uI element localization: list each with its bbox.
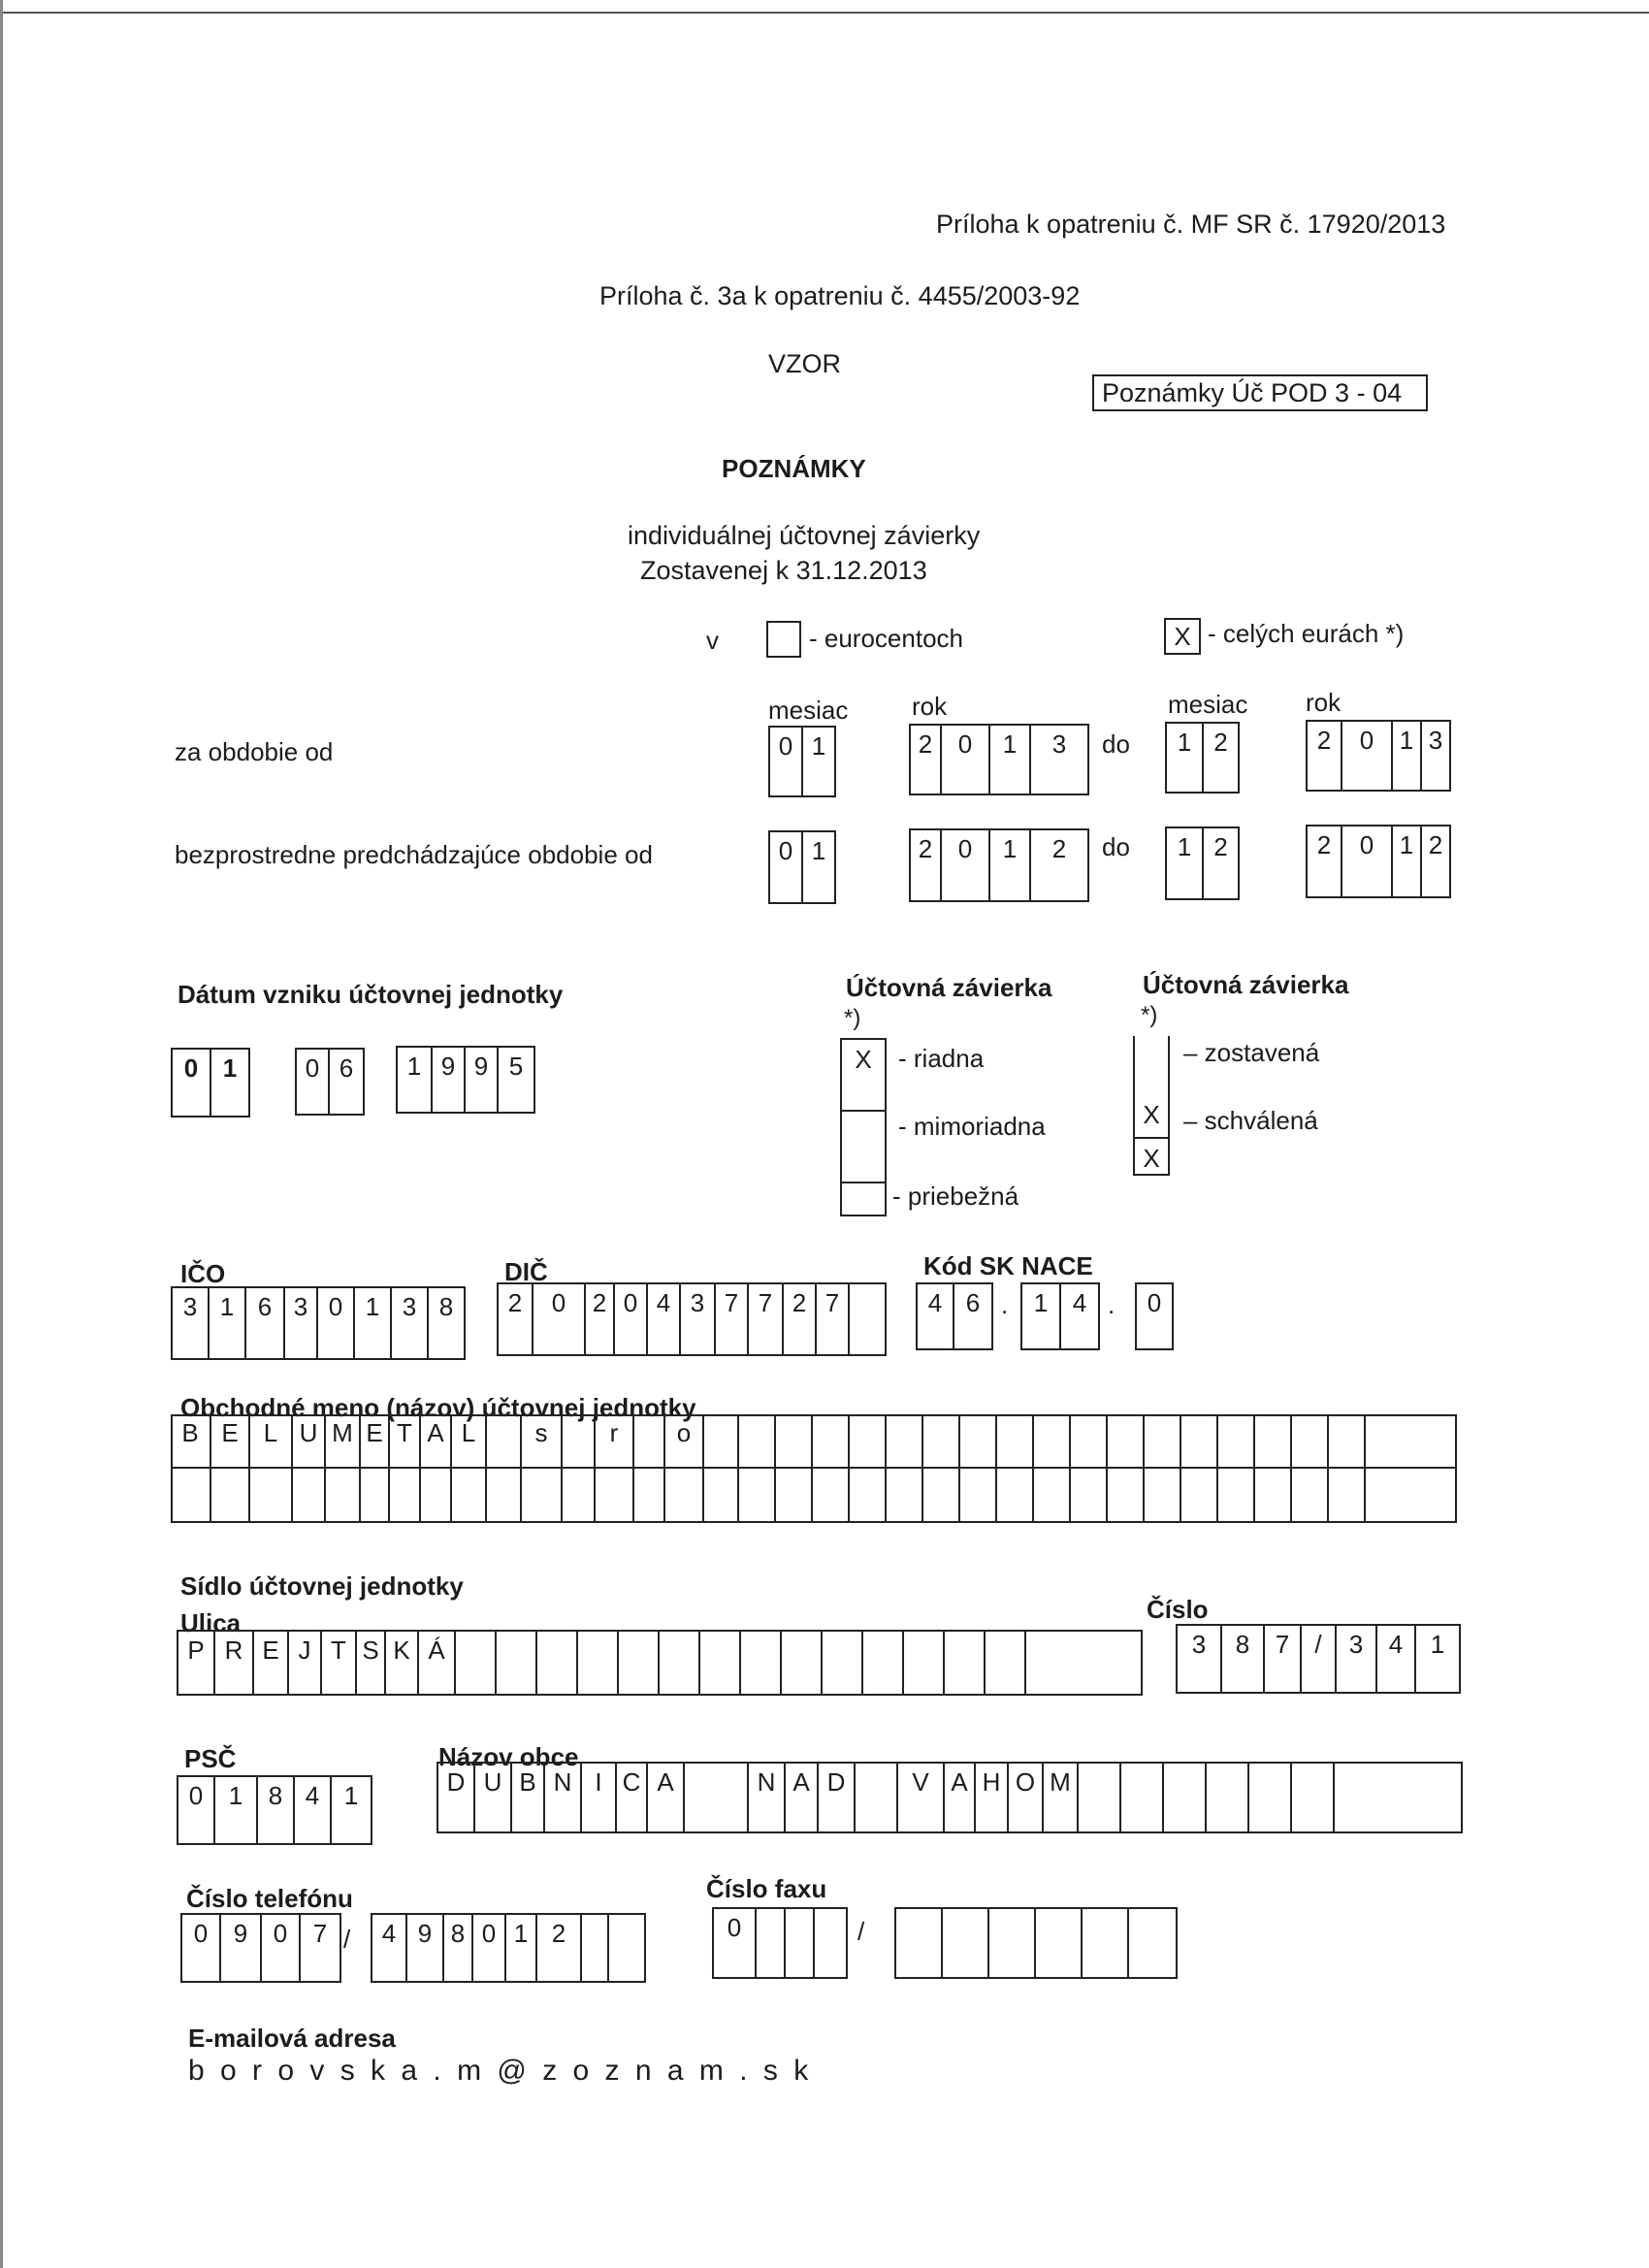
- char-cell: [960, 1414, 997, 1469]
- digit-cell: 6: [965, 1288, 981, 1317]
- char-cell: [361, 1467, 390, 1523]
- digit-cell: 0: [297, 1050, 330, 1114]
- char-cell: [850, 1414, 887, 1469]
- digit-cell: 2: [537, 1915, 582, 1981]
- digit-cell: 1: [215, 1777, 258, 1843]
- nace-part-1[interactable]: [916, 1282, 993, 1350]
- current-from-month[interactable]: [768, 726, 836, 797]
- digit-cell: 3: [1428, 726, 1443, 755]
- char-cell: [1292, 1764, 1335, 1831]
- statement-state-column: [1133, 1036, 1170, 1176]
- char-cell: [1255, 1414, 1292, 1469]
- founding-date-label: Dátum vzniku účtovnej jednotky: [178, 980, 564, 1009]
- founding-month[interactable]: [295, 1048, 365, 1116]
- digit-cell: [609, 1915, 644, 1981]
- month-label-from: mesiac: [768, 696, 849, 725]
- char-cell: 3: [1178, 1626, 1222, 1692]
- company-name-line-1: [171, 1414, 1457, 1469]
- approved-label: – schválená: [1183, 1106, 1318, 1135]
- regular-checkbox[interactable]: X: [842, 1040, 885, 1112]
- digit-cell: [1036, 1909, 1083, 1977]
- digit-cell: 5: [508, 1052, 524, 1081]
- previous-from-year[interactable]: [909, 828, 1089, 902]
- char-cell: [813, 1467, 850, 1523]
- vzor-label: VZOR: [768, 349, 842, 378]
- psc-field[interactable]: [177, 1775, 372, 1845]
- char-cell: [452, 1467, 487, 1523]
- whole-euro-checkbox[interactable]: X: [1164, 618, 1201, 655]
- digit-cell: 3: [1051, 729, 1067, 759]
- char-cell: o: [665, 1414, 704, 1469]
- digit-cell: 1: [210, 1288, 246, 1358]
- char-cell: [537, 1632, 578, 1694]
- char-cell: K: [386, 1632, 419, 1694]
- current-to-label: do: [1102, 729, 1130, 759]
- char-cell: [634, 1467, 665, 1523]
- digit-cell: 7: [749, 1284, 784, 1354]
- company-name-line-2: [171, 1467, 1457, 1523]
- phone-label: Číslo telefónu: [186, 1884, 353, 1913]
- char-cell: A: [945, 1764, 976, 1831]
- char-cell: s: [522, 1414, 563, 1469]
- euro-cents-label: - eurocentoch: [809, 624, 963, 653]
- digit-cell: [786, 1909, 815, 1977]
- digit-cell: 8: [438, 1292, 454, 1321]
- char-cell: [487, 1414, 522, 1469]
- digit-cell: 3: [392, 1288, 429, 1358]
- char-cell: O: [1009, 1764, 1044, 1831]
- regular-label: - riadna: [898, 1044, 985, 1073]
- previous-period-label: bezprostredne predchádzajúce obdobie od: [175, 840, 653, 869]
- digit-cell: 2: [1213, 832, 1228, 861]
- char-cell: T: [322, 1632, 357, 1694]
- interim-label: - priebežná: [892, 1182, 1019, 1211]
- digit-cell: [943, 1909, 989, 1977]
- digit-cell: 0: [178, 1777, 215, 1843]
- char-cell: I: [582, 1764, 617, 1831]
- char-cell: M: [326, 1414, 361, 1469]
- subtitle-line-1: individuálnej účtovnej závierky: [628, 521, 981, 550]
- digit-cell: [582, 1915, 609, 1981]
- char-cell: [1218, 1414, 1255, 1469]
- digit-cell: 1: [990, 726, 1031, 794]
- current-to-year[interactable]: [1306, 720, 1451, 792]
- digit-cell: 3: [173, 1288, 210, 1358]
- char-cell: [739, 1467, 776, 1523]
- char-cell: [887, 1467, 923, 1523]
- digit-cell: 1: [1022, 1284, 1061, 1348]
- char-cell: R: [215, 1632, 254, 1694]
- fax-label: Číslo faxu: [706, 1874, 827, 1903]
- month-label-to: mesiac: [1168, 690, 1248, 719]
- char-cell: L: [250, 1414, 293, 1469]
- founding-year[interactable]: [396, 1046, 535, 1114]
- digit-cell: 8: [444, 1915, 473, 1981]
- digit-cell: 1: [811, 836, 826, 865]
- char-cell: [390, 1467, 421, 1523]
- char-cell: [1292, 1414, 1329, 1469]
- char-cell: [596, 1467, 634, 1523]
- digit-cell: 2: [586, 1284, 615, 1354]
- digit-cell: 0: [1147, 1288, 1162, 1317]
- whole-euro-label: - celých eurách *): [1208, 619, 1405, 648]
- char-cell: [856, 1764, 898, 1831]
- statement-type-label: Účtovná závierka: [846, 973, 1052, 1002]
- previous-to-label: do: [1102, 832, 1130, 861]
- char-cell: [813, 1414, 850, 1469]
- page-title: POZNÁMKY: [722, 454, 866, 483]
- digit-cell: 6: [339, 1053, 354, 1083]
- digit-cell: 0: [615, 1284, 648, 1354]
- char-cell: V: [898, 1764, 945, 1831]
- email-label: E-mailová adresa: [188, 2024, 396, 2053]
- approved-checkbox[interactable]: X: [1143, 1144, 1160, 1173]
- char-cell: [211, 1467, 250, 1523]
- annex-reference-2: Príloha č. 3a k opatreniu č. 4455/2003-92: [599, 281, 1081, 310]
- char-cell: A: [648, 1764, 685, 1831]
- char-cell: [326, 1467, 361, 1523]
- statement-type-column: [840, 1038, 887, 1216]
- street-field[interactable]: [177, 1630, 1143, 1696]
- digit-cell: 9: [433, 1048, 466, 1112]
- char-cell: [1145, 1467, 1181, 1523]
- digit-cell: 9: [407, 1915, 444, 1981]
- digit-cell: 1: [1167, 828, 1204, 898]
- company-name-label: Obchodné meno (názov) účtovnej jednotky: [180, 1393, 696, 1422]
- char-cell: [776, 1467, 813, 1523]
- char-cell: 8: [1222, 1626, 1265, 1692]
- char-cell: [997, 1467, 1034, 1523]
- char-cell: E: [361, 1414, 390, 1469]
- euro-cents-checkbox[interactable]: [766, 621, 801, 658]
- char-cell: [578, 1632, 619, 1694]
- char-cell: [1218, 1467, 1255, 1523]
- char-cell: [904, 1632, 945, 1694]
- char-cell: [997, 1414, 1034, 1469]
- char-cell: [1207, 1764, 1249, 1831]
- char-cell: [1329, 1467, 1366, 1523]
- char-cell: [1181, 1467, 1218, 1523]
- current-from-year[interactable]: [909, 724, 1089, 795]
- char-cell: [700, 1632, 741, 1694]
- digit-cell: 1: [355, 1288, 392, 1358]
- digit-cell: 0: [942, 726, 990, 794]
- digit-cell: 1: [990, 830, 1031, 900]
- char-cell: U: [475, 1764, 512, 1831]
- char-cell: A: [786, 1764, 819, 1831]
- char-cell: [1108, 1467, 1145, 1523]
- street-number-field[interactable]: [1176, 1624, 1461, 1694]
- digit-cell: 0: [714, 1909, 757, 1977]
- char-cell: A: [421, 1414, 452, 1469]
- phone-number-field[interactable]: [371, 1913, 646, 1983]
- address-label: Sídlo účtovnej jednotky: [180, 1571, 464, 1601]
- char-cell: [923, 1414, 960, 1469]
- email-value[interactable]: b o r o v s k a . m @ z o z n a m . s k: [188, 2055, 813, 2087]
- digit-cell: 1: [506, 1915, 537, 1981]
- nace-dot-2: .: [1108, 1290, 1116, 1319]
- ico-field[interactable]: [171, 1286, 466, 1360]
- digit-cell: 2: [911, 830, 942, 900]
- digit-cell: [1129, 1909, 1176, 1977]
- char-cell: [1071, 1467, 1108, 1523]
- digit-cell: 1: [1167, 724, 1204, 792]
- nace-dot-1: .: [1001, 1290, 1009, 1319]
- char-cell: P: [178, 1632, 215, 1694]
- digit-cell: [757, 1909, 786, 1977]
- char-cell: N: [545, 1764, 582, 1831]
- digit-cell: 4: [295, 1777, 332, 1843]
- digit-cell: 2: [1308, 722, 1342, 790]
- digit-cell: [989, 1909, 1036, 1977]
- digit-cell: 1: [343, 1781, 359, 1810]
- extraordinary-label: - mimoriadna: [898, 1112, 1046, 1141]
- digit-cell: 0: [770, 728, 803, 795]
- char-cell: [850, 1467, 887, 1523]
- previous-from-month[interactable]: [768, 830, 836, 904]
- digit-cell: 7: [817, 1284, 850, 1354]
- char-cell: [1164, 1764, 1207, 1831]
- digit-cell: 7: [312, 1919, 328, 1948]
- char-cell: [1034, 1414, 1071, 1469]
- char-cell: [704, 1467, 739, 1523]
- char-cell: [685, 1764, 749, 1831]
- char-cell: 4: [1377, 1626, 1416, 1692]
- char-cell: U: [293, 1414, 326, 1469]
- street-label: Ulica: [180, 1608, 242, 1637]
- char-cell: 1: [1430, 1630, 1445, 1659]
- digit-cell: 2: [784, 1284, 817, 1354]
- digit-cell: [850, 1284, 894, 1354]
- year-label-to: rok: [1306, 688, 1342, 717]
- fax-prefix-field[interactable]: [712, 1907, 848, 1979]
- digit-cell: [815, 1909, 846, 1977]
- phone-slash: /: [343, 1925, 351, 1954]
- char-cell: [1366, 1467, 1403, 1523]
- char-cell: [522, 1467, 563, 1523]
- char-cell: [1181, 1414, 1218, 1469]
- char-cell: [739, 1414, 776, 1469]
- char-cell: [741, 1632, 782, 1694]
- char-cell: [421, 1467, 452, 1523]
- statement-state-label: Účtovná závierka: [1143, 970, 1349, 999]
- char-cell: [1108, 1414, 1145, 1469]
- phone-prefix-field[interactable]: [180, 1913, 341, 1983]
- char-cell: T: [390, 1414, 421, 1469]
- extraordinary-checkbox[interactable]: [842, 1110, 885, 1183]
- digit-cell: 8: [258, 1777, 295, 1843]
- compiled-label: – zostavená: [1183, 1038, 1320, 1067]
- char-cell: [497, 1632, 537, 1694]
- char-cell: [250, 1467, 293, 1523]
- digit-cell: 7: [716, 1284, 749, 1354]
- char-cell: D: [819, 1764, 856, 1831]
- char-cell: 7: [1265, 1626, 1302, 1692]
- digit-cell: 2: [1428, 830, 1443, 859]
- char-cell: [563, 1414, 596, 1469]
- char-cell: [782, 1632, 823, 1694]
- digit-cell: 0: [182, 1915, 221, 1981]
- char-cell: M: [1044, 1764, 1079, 1831]
- char-cell: C: [617, 1764, 648, 1831]
- digit-cell: 4: [918, 1284, 954, 1348]
- char-cell: [1071, 1414, 1108, 1469]
- char-cell: [945, 1632, 986, 1694]
- digit-cell: 2: [499, 1284, 534, 1354]
- char-cell: [704, 1414, 739, 1469]
- nace-label: Kód SK NACE: [923, 1251, 1093, 1280]
- digit-cell: 3: [681, 1284, 716, 1354]
- city-field[interactable]: [436, 1762, 1463, 1833]
- digit-cell: 1: [398, 1048, 433, 1112]
- annex-reference-1: Príloha k opatreniu č. MF SR č. 17920/2013: [936, 210, 1446, 239]
- char-cell: /: [1302, 1626, 1337, 1692]
- digit-cell: 0: [1342, 826, 1393, 896]
- char-cell: [1079, 1764, 1121, 1831]
- char-cell: S: [357, 1632, 386, 1694]
- founding-day[interactable]: [171, 1048, 250, 1118]
- company-name-field[interactable]: [171, 1414, 1457, 1523]
- char-cell: [1329, 1414, 1366, 1469]
- char-cell: E: [254, 1632, 289, 1694]
- digit-cell: 2: [1308, 826, 1342, 896]
- psc-label: PSČ: [184, 1744, 237, 1773]
- digit-cell: 0: [1342, 722, 1393, 790]
- currency-v: v: [706, 626, 719, 655]
- form-code-box: [1092, 374, 1428, 411]
- scan-left-edge: [0, 0, 3, 2268]
- ico-label: IČO: [180, 1259, 226, 1288]
- dic-label: DIČ: [504, 1257, 548, 1286]
- char-cell: [887, 1414, 923, 1469]
- char-cell: [487, 1467, 522, 1523]
- char-cell: [1366, 1414, 1403, 1469]
- char-cell: B: [171, 1414, 211, 1469]
- char-cell: [776, 1414, 813, 1469]
- char-cell: J: [289, 1632, 322, 1694]
- digit-cell: 4: [1072, 1288, 1087, 1317]
- dic-field[interactable]: [497, 1282, 887, 1356]
- digit-cell: 2: [1051, 834, 1067, 863]
- digit-cell: 6: [246, 1288, 285, 1358]
- year-label-from: rok: [912, 692, 948, 721]
- current-period-label: za obdobie od: [175, 737, 334, 766]
- digit-cell: 0: [318, 1288, 355, 1358]
- char-cell: E: [211, 1414, 250, 1469]
- char-cell: [619, 1632, 660, 1694]
- digit-cell: 9: [221, 1915, 262, 1981]
- char-cell: N: [749, 1764, 786, 1831]
- digit-cell: 4: [648, 1284, 681, 1354]
- char-cell: [863, 1632, 904, 1694]
- char-cell: [986, 1632, 1026, 1694]
- char-cell: [563, 1467, 596, 1523]
- char-cell: [1255, 1467, 1292, 1523]
- scan-edge: [0, 0, 1649, 14]
- char-cell: 3: [1337, 1626, 1377, 1692]
- char-cell: [923, 1467, 960, 1523]
- char-cell: [456, 1632, 497, 1694]
- digit-cell: 1: [1393, 722, 1422, 790]
- city-label: Názov obce: [438, 1742, 579, 1771]
- current-to-month[interactable]: [1165, 722, 1240, 794]
- digit-cell: 0: [534, 1284, 586, 1354]
- digit-cell: [1083, 1909, 1129, 1977]
- char-cell: D: [438, 1764, 475, 1831]
- char-cell: [823, 1632, 863, 1694]
- nace-part-3[interactable]: [1135, 1282, 1174, 1350]
- interim-checkbox[interactable]: [842, 1182, 885, 1215]
- char-cell: [1034, 1467, 1071, 1523]
- previous-to-month[interactable]: [1165, 826, 1240, 900]
- char-cell: r: [596, 1414, 634, 1469]
- digit-cell: 0: [262, 1915, 301, 1981]
- char-cell: [1145, 1414, 1181, 1469]
- digit-cell: 0: [173, 1050, 211, 1116]
- char-cell: [660, 1632, 700, 1694]
- digit-cell: 1: [811, 731, 826, 761]
- char-cell: [634, 1414, 665, 1469]
- digit-cell: 2: [1213, 728, 1228, 757]
- char-cell: Á: [419, 1632, 456, 1694]
- statement-state-asterisk: *): [1141, 1002, 1158, 1028]
- char-cell: [1026, 1632, 1073, 1694]
- subtitle-line-2: Zostavenej k 31.12.2013: [640, 556, 927, 585]
- fax-number-field[interactable]: [894, 1907, 1178, 1979]
- previous-to-year[interactable]: [1306, 825, 1451, 898]
- form-code: Poznámky Úč POD 3 - 04: [1102, 378, 1403, 407]
- digit-cell: 0: [770, 832, 803, 902]
- nace-part-2[interactable]: [1020, 1282, 1100, 1350]
- char-cell: L: [452, 1414, 487, 1469]
- digit-cell: 2: [911, 726, 942, 794]
- char-cell: [960, 1467, 997, 1523]
- char-cell: [171, 1467, 211, 1523]
- digit-cell: 4: [372, 1915, 407, 1981]
- char-cell: [1121, 1764, 1164, 1831]
- char-cell: B: [512, 1764, 545, 1831]
- char-cell: [665, 1467, 704, 1523]
- fax-slash: /: [857, 1917, 865, 1946]
- digit-cell: 1: [1393, 826, 1422, 896]
- char-cell: [1335, 1764, 1383, 1831]
- digit-cell: 9: [466, 1048, 499, 1112]
- compiled-checkbox[interactable]: X: [1135, 1071, 1168, 1139]
- number-label: Číslo: [1147, 1595, 1209, 1624]
- digit-cell: 3: [285, 1288, 318, 1358]
- char-cell: [1292, 1467, 1329, 1523]
- statement-type-asterisk: *): [844, 1005, 861, 1031]
- char-cell: [1249, 1764, 1292, 1831]
- digit-cell: 1: [222, 1053, 238, 1083]
- digit-cell: 0: [942, 830, 990, 900]
- char-cell: [293, 1467, 326, 1523]
- digit-cell: [896, 1909, 943, 1977]
- digit-cell: 0: [473, 1915, 506, 1981]
- char-cell: H: [976, 1764, 1009, 1831]
